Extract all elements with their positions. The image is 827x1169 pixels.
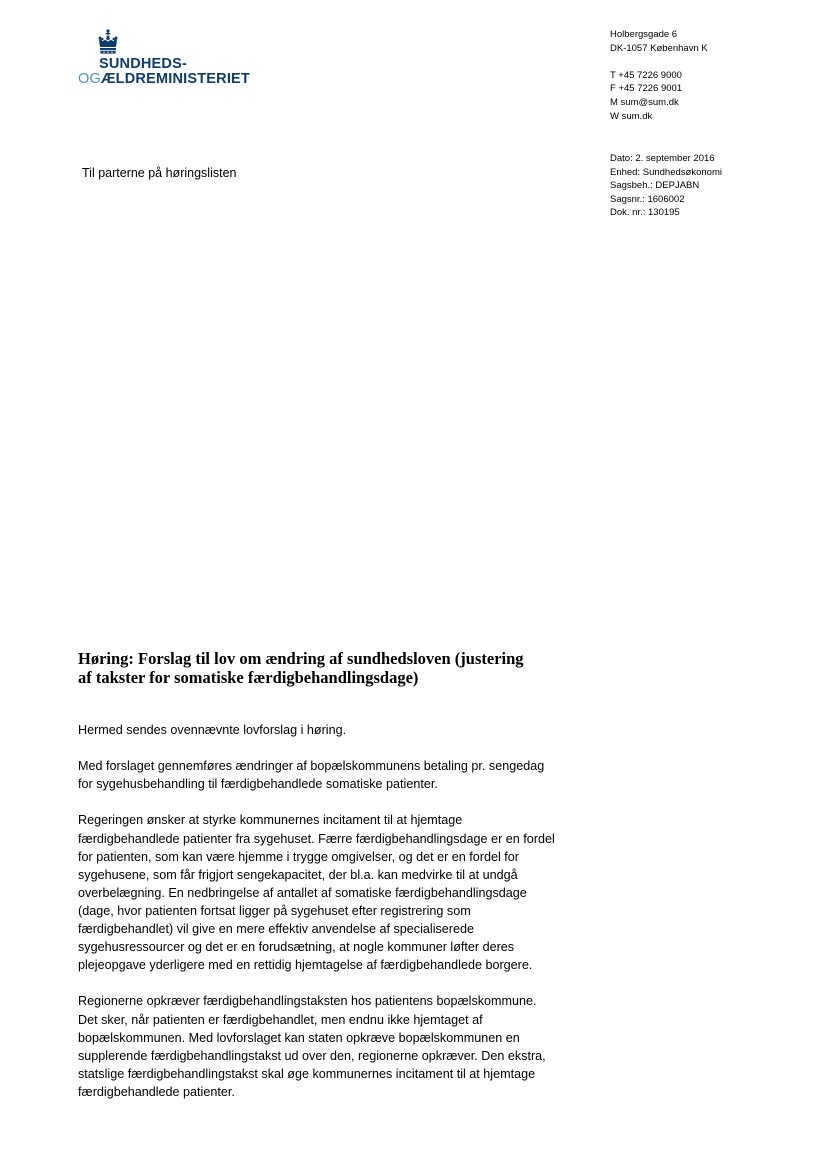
text-line: færdigbehandlede patienter. [78,1084,235,1099]
paragraph [78,811,598,974]
text-line: Regionerne opkræver færdigbehandlingstaksten hos patientens bopælskommune. [78,994,537,1009]
title-line: af takster for somatiske færdigbehandlingsdage) [78,668,419,687]
address-email: M sum@sum.dk [610,96,679,108]
meta-case-number: Sagsnr.: 1606002 [610,193,685,205]
text-line: sygehusressourcer og det er en forudsætning, at nogle kommuner løfter deres [78,940,515,955]
document-metadata [610,152,722,220]
text-line: supplerende færdigbehandlingstakst ud over den, regionerne opkræver. Den ekstra, [78,1048,546,1063]
paragraph [78,721,598,739]
address-fax: F +45 7226 9001 [610,83,683,95]
text-line: for sygehusbehandling til færdigbehandlede somatiske patienter. [78,777,438,792]
text-line: overbelægning. En nedbringelse af antallet af somatiske færdigbehandlingsdage [78,885,527,900]
title-line: Høring: Forslag til lov om ændring af sundhedsloven (justering [78,649,524,668]
ministry-logo [78,29,268,89]
sender-address [610,28,708,123]
text-line: Hermed sendes ovennævnte lovforslag i høring. [78,723,347,737]
document-body [78,721,598,1119]
text-line: bopælskommunen. Med lovforslaget kan staten opkræve bopælskommunen en [78,1030,520,1045]
address-city: DK-1057 København K [610,42,708,54]
text-line: sygehusene, som får frigjort sengekapacitet, der bl.a. kan medvirke til at undgå [78,867,518,882]
text-line: færdigbehandlede patienter fra sygehuset. Færre færdigbehandlingsdage er en fordel [78,831,555,846]
address-web: W sum.dk [610,110,653,122]
logo-text-line1: SUNDHEDS- [99,56,187,72]
text-line: plejeopgave yderligere med en rettidig hjemtagelse af færdigbehandlede borgere. [78,958,533,973]
paragraph [78,992,598,1101]
text-line: Med forslaget gennemføres ændringer af bopælskommunens betaling pr. sengedag [78,759,545,774]
logo-og-prefix: OG [78,71,101,87]
meta-document-number: Dok. nr.: 130195 [610,207,680,219]
text-line: Det sker, når patienten er færdigbehandlet, men endnu ikke hjemtaget af [78,1012,483,1027]
recipient: Til parterne på høringslisten [82,166,237,180]
address-street: Holbergsgade 6 [610,29,678,40]
document-title [78,649,598,687]
paragraph [78,757,598,793]
meta-date: Dato: 2. september 2016 [610,153,715,164]
text-line: (dage, hvor patienten fortsat ligger på sygehuset efter registrering som [78,903,471,918]
text-line: for patienten, som kan være hjemme i trygge omgivelser, og det er en fordel for [78,849,519,864]
meta-unit: Enhed: Sundhedsøkonomi [610,166,722,178]
crown-icon [97,29,119,56]
meta-caseworker: Sagsbeh.: DEPJABN [610,180,700,192]
text-line: færdigbehandlet) vil give en mere effektiv anvendelse af specialiserede [78,922,475,937]
address-phone: T +45 7226 9000 [610,69,682,81]
text-line: Regeringen ønsker at styrke kommunernes incitament til at hjemtage [78,813,463,828]
logo-ministry-name: ÆLDREMINISTERIET [100,71,250,87]
logo-text-line2 [78,71,250,87]
text-line: statslige færdigbehandlingstakst skal øge kommunernes incitament til at hjemtage [78,1066,536,1081]
